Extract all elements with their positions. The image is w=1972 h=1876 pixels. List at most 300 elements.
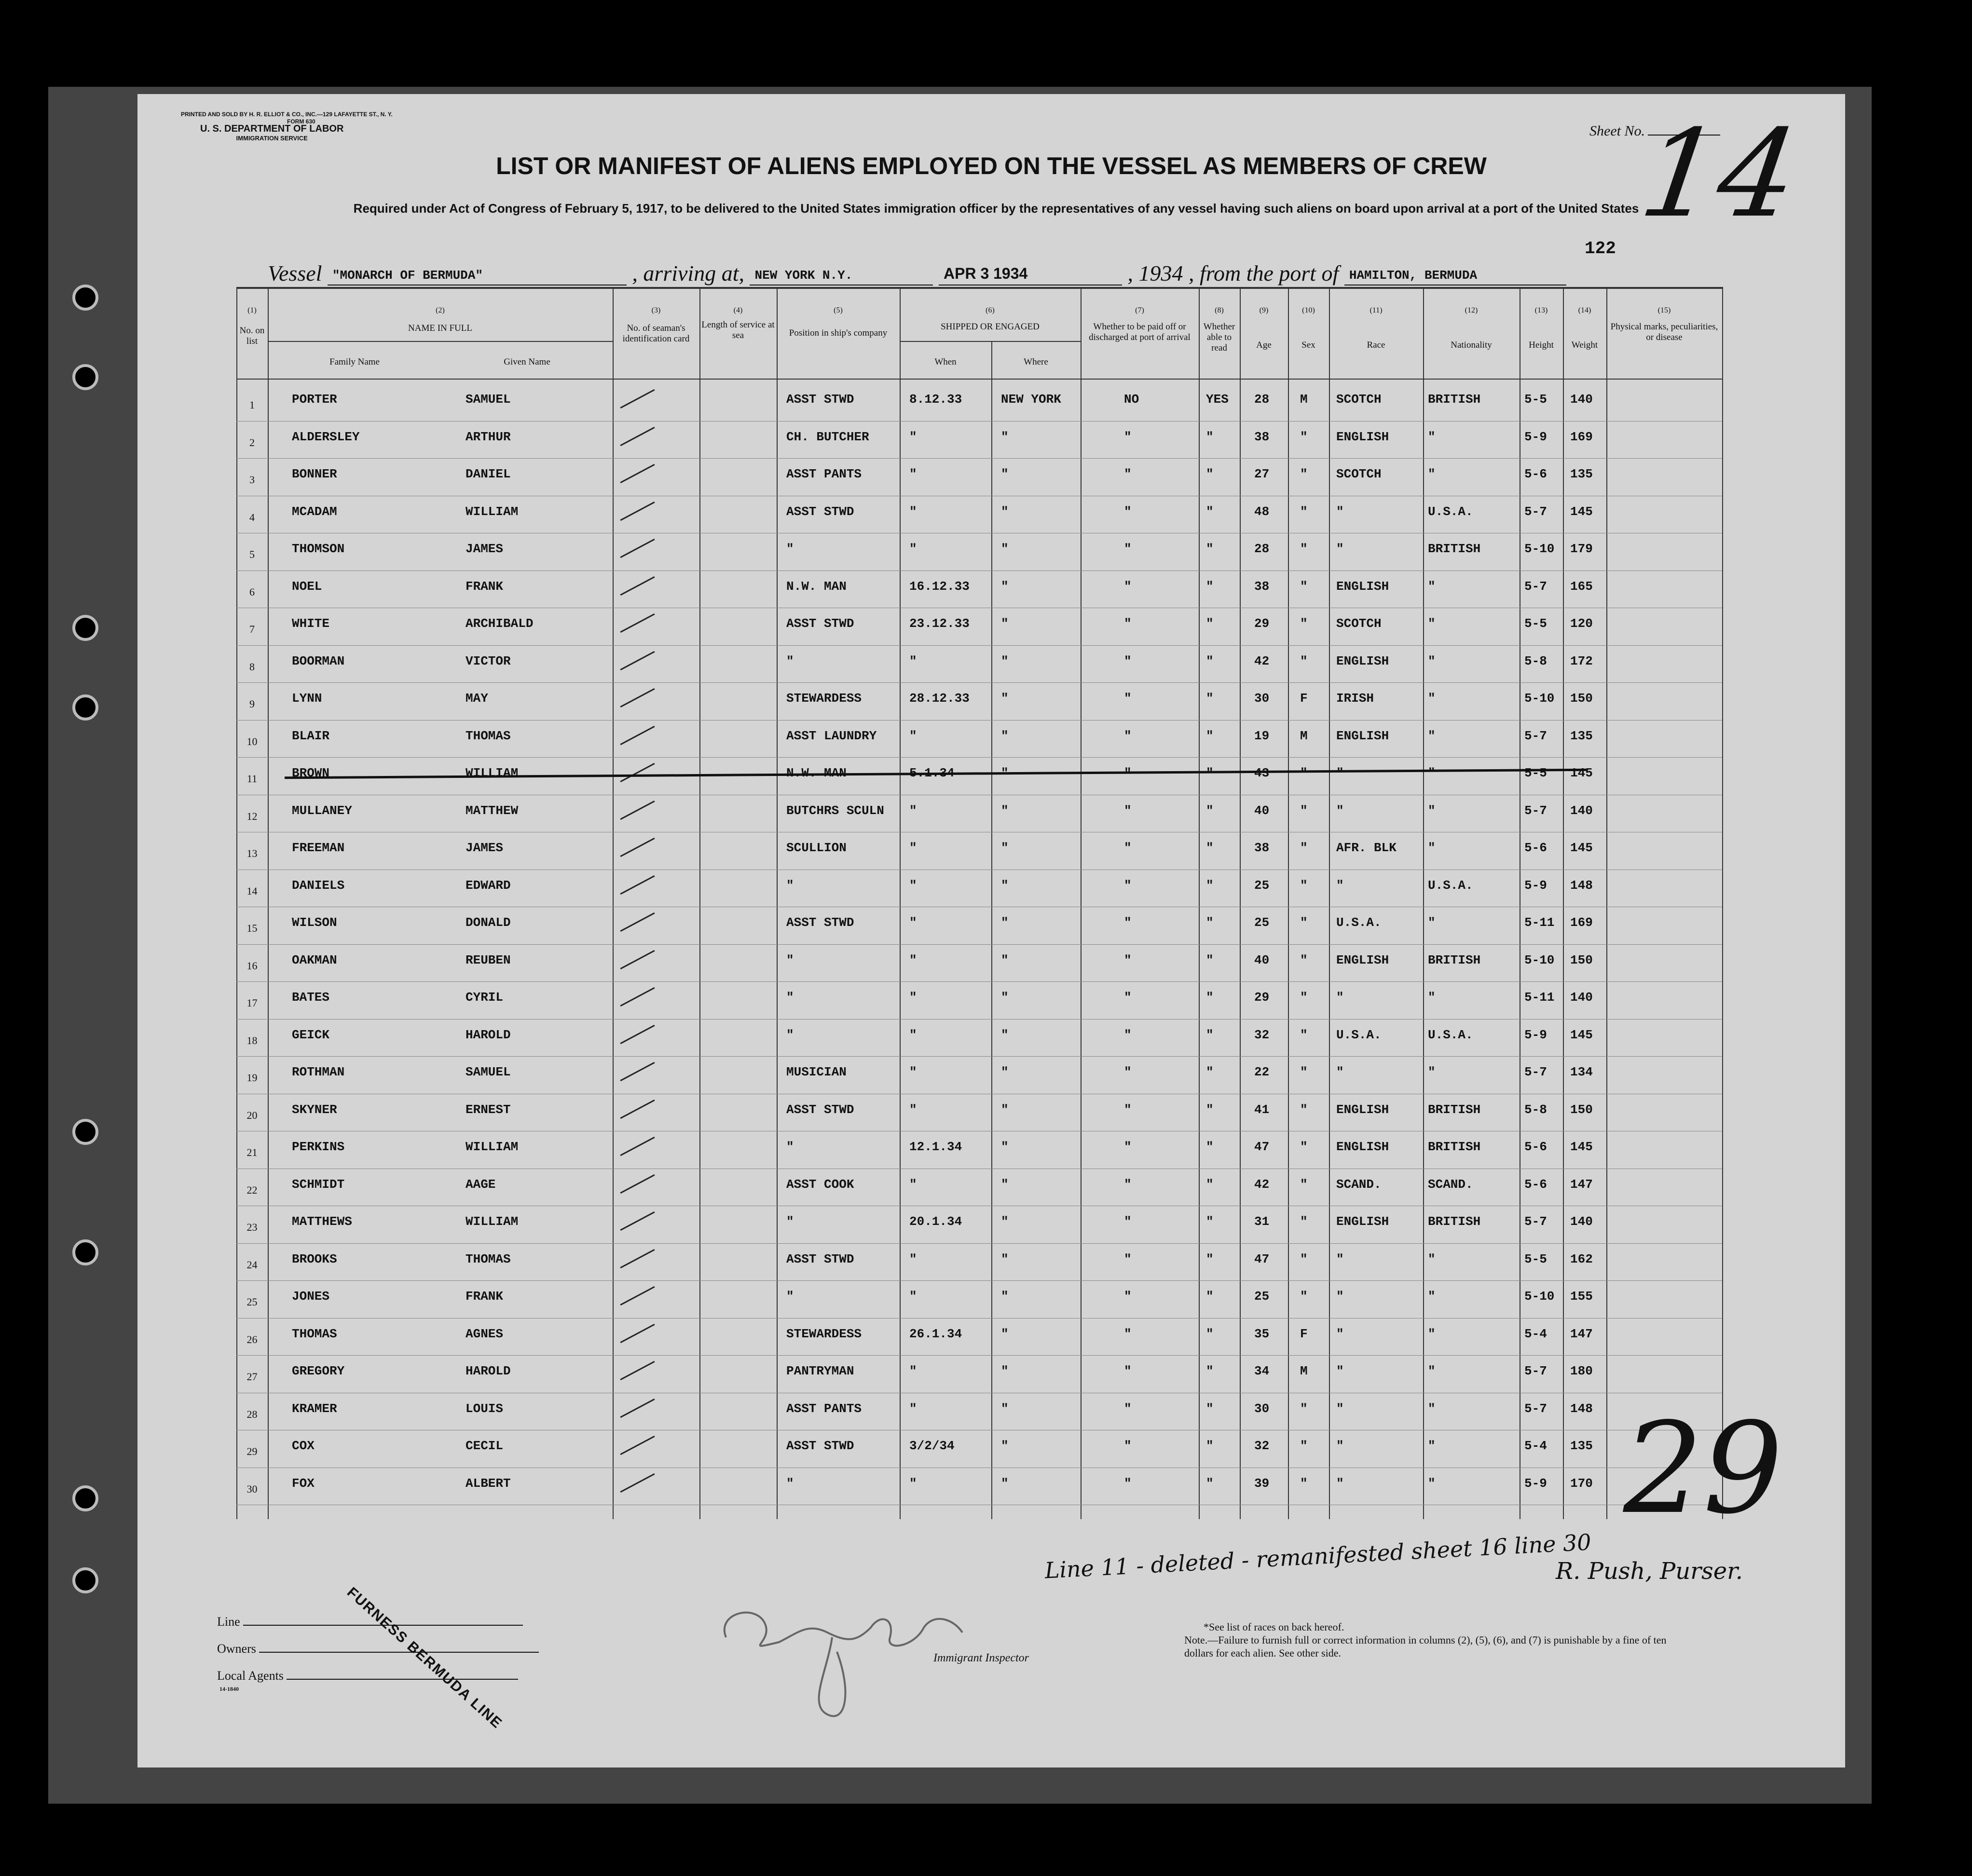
card-slash-icon: [620, 1323, 655, 1343]
position-cell: SCULLION: [786, 841, 847, 855]
shipped-when-cell: ": [909, 1027, 917, 1042]
position-cell: ": [786, 990, 794, 1005]
table-row-rule: [236, 981, 1722, 982]
position-cell: ": [786, 1214, 794, 1229]
sheet-number-handwritten: 14: [1632, 104, 1806, 244]
vessel-line: [268, 260, 1811, 286]
shipped-where-cell: ": [1001, 616, 1009, 631]
card-slash-icon: [620, 1211, 655, 1231]
position-cell: ASST STWD: [786, 616, 854, 631]
nationality-cell: ": [1428, 766, 1436, 780]
row-number: 9: [249, 698, 255, 710]
race-cell: ENGLISH: [1336, 429, 1389, 444]
sex-cell: ": [1300, 1027, 1308, 1042]
height-cell: 5-11: [1524, 990, 1555, 1005]
race-cell: ": [1336, 504, 1344, 519]
table-row-rule: [236, 458, 1722, 459]
position-cell: ASST PANTS: [786, 467, 862, 481]
position-cell: ASST STWD: [786, 504, 854, 519]
able-read-cell: ": [1206, 1326, 1214, 1341]
shipped-where-cell: ": [1001, 990, 1009, 1005]
sheet-no-label: Sheet No.: [1589, 123, 1645, 139]
table-row-rule: [236, 1056, 1722, 1057]
family-name-cell: OAKMAN: [292, 952, 337, 967]
sex-cell: ": [1300, 616, 1308, 631]
paid-off-cell: ": [1124, 467, 1132, 481]
height-cell: 5-9: [1524, 878, 1547, 893]
sex-cell: ": [1300, 467, 1308, 481]
column-number: (6): [986, 306, 995, 314]
column-header-no-on-list: No. on list: [239, 326, 265, 346]
height-cell: 5-11: [1524, 915, 1555, 930]
nationality-cell: ": [1428, 1439, 1436, 1453]
height-cell: 5-7: [1524, 1214, 1547, 1229]
given-name-cell: DANIEL: [466, 467, 511, 481]
family-name-cell: GEICK: [292, 1027, 330, 1042]
able-read-cell: ": [1206, 1401, 1214, 1416]
arriving-port: NEW YORK N.Y.: [750, 268, 933, 285]
weight-cell: 150: [1570, 691, 1593, 706]
family-name-cell: WHITE: [292, 616, 330, 631]
column-header-nationality: Nationality: [1451, 340, 1492, 350]
race-cell: ": [1336, 1439, 1344, 1453]
date-stamp: APR 3 1934: [939, 265, 1122, 285]
race-cell: ": [1336, 1364, 1344, 1378]
races-note: *See list of races on back hereof.: [1204, 1621, 1344, 1633]
weight-cell: 120: [1570, 616, 1593, 631]
line-label: Line: [217, 1615, 240, 1629]
shipped-where-cell: ": [1001, 1251, 1009, 1266]
row-number: 27: [246, 1371, 258, 1383]
card-slash-icon: [620, 501, 655, 520]
column-header-given-name: Given Name: [504, 357, 550, 367]
column-header-sex: Sex: [1301, 340, 1315, 350]
column-number: (13): [1534, 306, 1548, 314]
height-cell: 5-6: [1524, 841, 1547, 855]
nationality-cell: BRITISH: [1428, 1140, 1481, 1154]
height-cell: 5-6: [1524, 1140, 1547, 1154]
shipped-where-cell: ": [1001, 1439, 1009, 1453]
given-name-cell: WILLIAM: [466, 766, 519, 780]
fine-note: Note.—Failure to furnish full or correct information in columns (2), (5), (6), and (7) is punishable by a fine of ten dollars for each alien. See other side.: [1184, 1634, 1667, 1659]
weight-cell: 172: [1570, 653, 1593, 668]
height-cell: 5-10: [1524, 952, 1555, 967]
shipped-when-cell: ": [909, 803, 917, 818]
able-read-cell: ": [1206, 1027, 1214, 1042]
race-cell: U.S.A.: [1336, 1027, 1382, 1042]
given-name-cell: FRANK: [466, 579, 504, 594]
column-divider: [613, 287, 614, 1519]
row-number: 23: [246, 1221, 258, 1233]
row-number: 21: [246, 1146, 258, 1158]
column-number: (9): [1259, 306, 1269, 314]
paid-off-cell: ": [1124, 803, 1132, 818]
row-number: 29: [246, 1445, 258, 1457]
race-cell: AFR. BLK: [1336, 841, 1397, 855]
height-cell: 5-6: [1524, 467, 1547, 481]
able-read-cell: ": [1206, 952, 1214, 967]
card-slash-icon: [620, 763, 655, 782]
shipped-where-cell: ": [1001, 878, 1009, 893]
manifest-sheet: [137, 94, 1845, 1767]
given-name-cell: THOMAS: [466, 1251, 511, 1266]
weight-cell: 147: [1570, 1177, 1593, 1192]
age-cell: 40: [1254, 803, 1270, 818]
nationality-cell: BRITISH: [1428, 1214, 1481, 1229]
family-name-cell: SCHMIDT: [292, 1177, 345, 1192]
service-name: IMMIGRATION SERVICE: [236, 135, 308, 142]
binder-hole-icon: [72, 285, 98, 311]
given-name-cell: ARCHIBALD: [466, 616, 534, 631]
column-divider: [900, 287, 901, 1519]
height-cell: 5-9: [1524, 429, 1547, 444]
given-name-cell: REUBEN: [466, 952, 511, 967]
family-name-cell: KRAMER: [292, 1401, 337, 1416]
row-number: 28: [246, 1408, 258, 1420]
paid-off-cell: ": [1124, 579, 1132, 594]
sex-cell: ": [1300, 878, 1308, 893]
given-name-cell: ALBERT: [466, 1476, 511, 1491]
row-number: 17: [246, 997, 258, 1009]
family-name-cell: BLAIR: [292, 728, 330, 743]
able-read-cell: ": [1206, 542, 1214, 556]
row-number: 16: [246, 959, 258, 972]
nationality-cell: U.S.A.: [1428, 504, 1473, 519]
column-number: (12): [1465, 306, 1478, 314]
position-cell: ": [786, 878, 794, 893]
form-code: 14-1840: [219, 1686, 239, 1692]
race-cell: U.S.A.: [1336, 915, 1382, 930]
sex-cell: M: [1300, 392, 1308, 407]
age-cell: 31: [1254, 1214, 1270, 1229]
age-cell: 22: [1254, 1065, 1270, 1079]
nationality-cell: ": [1428, 915, 1436, 930]
given-name-cell: JAMES: [466, 542, 504, 556]
able-read-cell: ": [1206, 616, 1214, 631]
shipped-when-cell: ": [909, 542, 917, 556]
nationality-cell: BRITISH: [1428, 952, 1481, 967]
able-read-cell: ": [1206, 691, 1214, 706]
shipped-where-cell: ": [1001, 429, 1009, 444]
paid-off-cell: NO: [1124, 392, 1139, 407]
race-cell: ": [1336, 1476, 1344, 1491]
nationality-cell: BRITISH: [1428, 1102, 1481, 1117]
column-number: (11): [1369, 306, 1383, 314]
card-slash-icon: [620, 1137, 655, 1156]
family-name-cell: GREGORY: [292, 1364, 345, 1378]
name-subheader-rule: [268, 341, 613, 342]
sex-cell: ": [1300, 803, 1308, 818]
nationality-cell: ": [1428, 653, 1436, 668]
sex-cell: ": [1300, 1476, 1308, 1491]
sex-cell: ": [1300, 542, 1308, 556]
shipped-when-cell: ": [909, 504, 917, 519]
able-read-cell: ": [1206, 429, 1214, 444]
form-number: 122: [1585, 239, 1616, 258]
card-slash-icon: [620, 1286, 655, 1305]
shipped-when-cell: ": [909, 653, 917, 668]
given-name-cell: SAMUEL: [466, 1065, 511, 1079]
vessel-name: "MONARCH OF BERMUDA": [328, 268, 627, 285]
shipped-when-cell: 8.12.33: [909, 392, 962, 407]
nationality-cell: BRITISH: [1428, 542, 1481, 556]
column-divider: [1081, 287, 1082, 1519]
family-name-cell: NOEL: [292, 579, 322, 594]
position-cell: BUTCHRS SCULN: [786, 803, 884, 818]
shipped-where-cell: ": [1001, 1214, 1009, 1229]
table-row-rule: [236, 1355, 1722, 1356]
race-cell: ": [1336, 1065, 1344, 1079]
shipped-subheader-rule: [900, 341, 1081, 342]
column-header-weight: Weight: [1571, 340, 1598, 350]
card-slash-icon: [620, 651, 655, 670]
card-slash-icon: [620, 838, 655, 857]
shipped-where-cell: ": [1001, 542, 1009, 556]
family-name-cell: THOMAS: [292, 1326, 337, 1341]
family-name-cell: THOMSON: [292, 542, 345, 556]
weight-cell: 140: [1570, 990, 1593, 1005]
row-number: 11: [246, 773, 258, 785]
age-cell: 28: [1254, 392, 1270, 407]
weight-cell: 179: [1570, 542, 1593, 556]
race-cell: ": [1336, 803, 1344, 818]
column-divider: [1288, 287, 1289, 1519]
able-read-cell: ": [1206, 579, 1214, 594]
sex-cell: ": [1300, 429, 1308, 444]
position-cell: ": [786, 952, 794, 967]
age-cell: 32: [1254, 1439, 1270, 1453]
weight-cell: 169: [1570, 429, 1593, 444]
age-cell: 42: [1254, 653, 1270, 668]
age-cell: 38: [1254, 429, 1270, 444]
paid-off-cell: ": [1124, 1364, 1132, 1378]
family-name-cell: MATTHEWS: [292, 1214, 352, 1229]
column-divider: [1329, 287, 1330, 1519]
column-header-seaman-card: No. of seaman's identification card: [622, 323, 690, 344]
weight-cell: 135: [1570, 1439, 1593, 1453]
position-cell: ASST STWD: [786, 1251, 854, 1266]
position-cell: N.W. MAN: [786, 579, 847, 594]
column-divider: [699, 287, 700, 1519]
nationality-cell: ": [1428, 728, 1436, 743]
shipped-when-cell: 26.1.34: [909, 1326, 962, 1341]
able-read-cell: ": [1206, 1439, 1214, 1453]
sex-cell: ": [1300, 1102, 1308, 1117]
height-cell: 5-10: [1524, 691, 1555, 706]
age-cell: 48: [1254, 504, 1270, 519]
family-name-cell: SKYNER: [292, 1102, 337, 1117]
position-cell: ": [786, 653, 794, 668]
sex-cell: ": [1300, 504, 1308, 519]
height-cell: 5-5: [1524, 392, 1547, 407]
height-cell: 5-7: [1524, 1401, 1547, 1416]
card-slash-icon: [620, 576, 655, 595]
given-name-cell: HAROLD: [466, 1027, 511, 1042]
given-name-cell: AAGE: [466, 1177, 496, 1192]
age-cell: 30: [1254, 1401, 1270, 1416]
shipped-when-cell: 16.12.33: [909, 579, 970, 594]
race-cell: SCOTCH: [1336, 467, 1382, 481]
row-number: 13: [246, 847, 258, 859]
given-name-cell: DONALD: [466, 915, 511, 930]
able-read-cell: ": [1206, 467, 1214, 481]
column-divider: [1606, 287, 1607, 1519]
binder-hole-icon: [72, 1239, 98, 1265]
height-cell: 5-5: [1524, 766, 1547, 780]
card-slash-icon: [620, 1062, 655, 1081]
table-row-rule: [236, 1318, 1722, 1319]
nationality-cell: ": [1428, 1364, 1436, 1378]
race-cell: SCAND.: [1336, 1177, 1382, 1192]
age-cell: 29: [1254, 990, 1270, 1005]
position-cell: STEWARDESS: [786, 1326, 862, 1341]
able-read-cell: ": [1206, 803, 1214, 818]
column-header-age: Age: [1256, 340, 1272, 350]
height-cell: 5-9: [1524, 1027, 1547, 1042]
given-name-cell: SAMUEL: [466, 392, 511, 407]
weight-cell: 134: [1570, 1065, 1593, 1079]
nationality-cell: ": [1428, 803, 1436, 818]
able-read-cell: ": [1206, 1251, 1214, 1266]
row-number: 12: [246, 810, 258, 822]
position-cell: CH. BUTCHER: [786, 429, 869, 444]
row-number: 19: [246, 1072, 258, 1084]
position-cell: ASST LAUNDRY: [786, 728, 877, 743]
shipped-where-cell: ": [1001, 1140, 1009, 1154]
position-cell: ASST PANTS: [786, 1401, 862, 1416]
column-number: (5): [834, 306, 843, 314]
shipped-when-cell: 23.12.33: [909, 616, 970, 631]
sex-cell: ": [1300, 579, 1308, 594]
weight-cell: 147: [1570, 1326, 1593, 1341]
printer-line: PRINTED AND SOLD BY H. R. ELLIOT & CO., INC.—129 LAFAYETTE ST., N. Y.: [181, 111, 393, 118]
row-number: 20: [246, 1109, 258, 1121]
nationality-cell: ": [1428, 841, 1436, 855]
shipped-when-cell: ": [909, 1177, 917, 1192]
card-slash-icon: [620, 688, 655, 707]
age-cell: 40: [1254, 952, 1270, 967]
age-cell: 41: [1254, 1102, 1270, 1117]
race-cell: ENGLISH: [1336, 1140, 1389, 1154]
weight-cell: 148: [1570, 878, 1593, 893]
company-stamp: FURNESS BERMUDA LINE: [343, 1584, 506, 1732]
row-number: 8: [249, 660, 255, 673]
able-read-cell: ": [1206, 915, 1214, 930]
purser-signature: R. Push, Purser.: [1556, 1558, 1743, 1585]
card-slash-icon: [620, 464, 655, 483]
position-cell: ASST STWD: [786, 1102, 854, 1117]
deleted-line-note: Line 11 - deleted - remanifested sheet 16 line 30: [1044, 1529, 1592, 1584]
height-cell: 5-4: [1524, 1326, 1547, 1341]
given-name-cell: THOMAS: [466, 728, 511, 743]
family-name-cell: COX: [292, 1439, 315, 1453]
paid-off-cell: ": [1124, 1027, 1132, 1042]
given-name-cell: JAMES: [466, 841, 504, 855]
paid-off-cell: ": [1124, 504, 1132, 519]
weight-cell: 180: [1570, 1364, 1593, 1378]
able-read-cell: ": [1206, 1177, 1214, 1192]
weight-cell: 145: [1570, 766, 1593, 780]
age-cell: 39: [1254, 1476, 1270, 1491]
position-cell: MUSICIAN: [786, 1065, 847, 1079]
nationality-cell: BRITISH: [1428, 392, 1481, 407]
nationality-cell: SCAND.: [1428, 1177, 1473, 1192]
row-number: 22: [246, 1183, 258, 1196]
family-name-cell: FREEMAN: [292, 841, 345, 855]
row-number: 4: [249, 511, 255, 523]
given-name-cell: ERNEST: [466, 1102, 511, 1117]
sex-cell: ": [1300, 766, 1308, 780]
able-read-cell: ": [1206, 1364, 1214, 1378]
race-cell: ": [1336, 990, 1344, 1005]
nationality-cell: ": [1428, 990, 1436, 1005]
height-cell: 5-7: [1524, 1065, 1547, 1079]
shipped-when-cell: ": [909, 915, 917, 930]
able-read-cell: ": [1206, 1140, 1214, 1154]
sex-cell: M: [1300, 728, 1308, 743]
sex-cell: F: [1300, 691, 1308, 706]
card-slash-icon: [620, 1024, 655, 1044]
shipped-when-cell: 12.1.34: [909, 1140, 962, 1154]
weight-cell: 140: [1570, 803, 1593, 818]
nationality-cell: ": [1428, 1289, 1436, 1304]
binder-hole-icon: [72, 364, 98, 390]
family-name-cell: BOORMAN: [292, 653, 345, 668]
height-cell: 5-7: [1524, 504, 1547, 519]
column-header-when: When: [934, 357, 957, 367]
shipped-when-cell: ": [909, 841, 917, 855]
weight-cell: 140: [1570, 1214, 1593, 1229]
age-cell: 43: [1254, 766, 1270, 780]
weight-cell: 148: [1570, 1401, 1593, 1416]
nationality-cell: ": [1428, 1065, 1436, 1079]
table-row-rule: [236, 1243, 1722, 1244]
height-cell: 5-6: [1524, 1177, 1547, 1192]
weight-cell: 165: [1570, 579, 1593, 594]
height-cell: 5-7: [1524, 728, 1547, 743]
paid-off-cell: ": [1124, 1439, 1132, 1453]
paid-off-cell: ": [1124, 1251, 1132, 1266]
shipped-when-cell: ": [909, 878, 917, 893]
given-name-cell: ARTHUR: [466, 429, 511, 444]
column-number: (3): [651, 306, 661, 314]
height-cell: 5-10: [1524, 542, 1555, 556]
shipped-when-cell: ": [909, 1102, 917, 1117]
owners-label: Owners: [217, 1642, 256, 1656]
position-cell: ASST STWD: [786, 1439, 854, 1453]
department-name: U. S. DEPARTMENT OF LABOR: [200, 123, 344, 134]
family-name-cell: ALDERSLEY: [292, 429, 360, 444]
shipped-where-cell: NEW YORK: [1001, 392, 1061, 407]
race-cell: ENGLISH: [1336, 1102, 1389, 1117]
footer-notes: [1184, 1620, 1691, 1659]
race-cell: ": [1336, 542, 1344, 556]
shipped-when-cell: ": [909, 467, 917, 481]
binder-hole-icon: [72, 1567, 98, 1593]
column-header-height: Height: [1529, 340, 1554, 350]
row-number: 26: [246, 1333, 258, 1346]
race-cell: ENGLISH: [1336, 728, 1389, 743]
position-cell: ASST STWD: [786, 915, 854, 930]
shipped-where-cell: ": [1001, 1476, 1009, 1491]
card-slash-icon: [620, 1473, 655, 1492]
row-number: 10: [246, 735, 258, 748]
from-port-label: , from the port of: [1188, 261, 1339, 285]
paid-off-cell: ": [1124, 429, 1132, 444]
sex-cell: ": [1300, 1140, 1308, 1154]
race-cell: ENGLISH: [1336, 579, 1389, 594]
family-name-cell: BONNER: [292, 467, 337, 481]
